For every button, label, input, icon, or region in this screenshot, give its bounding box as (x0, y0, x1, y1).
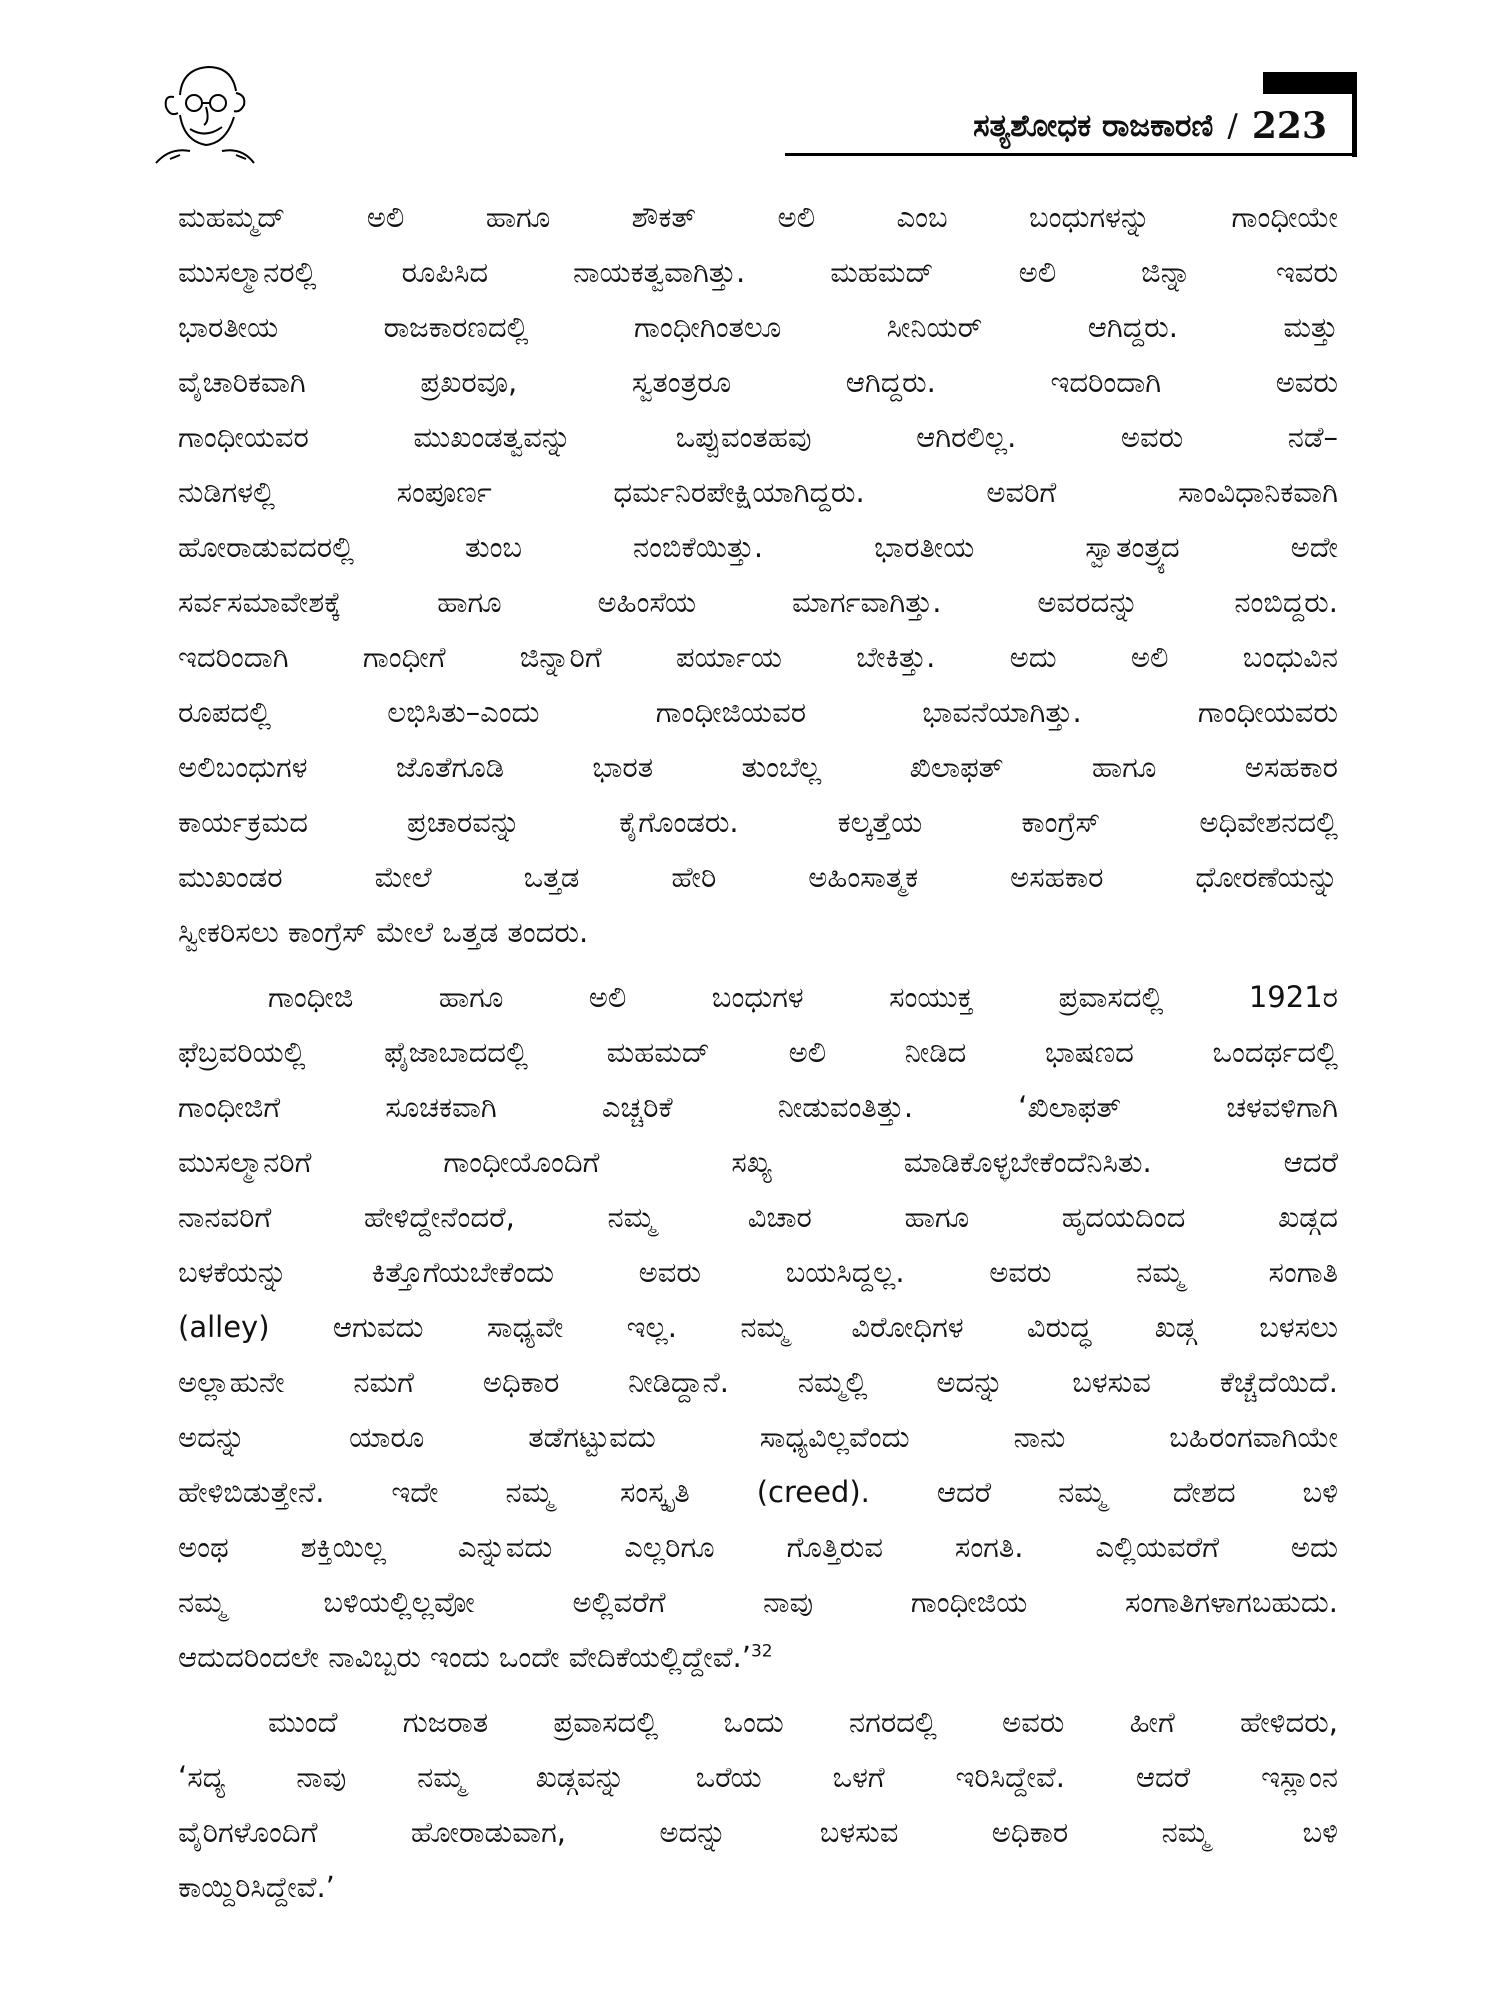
text-line: (alley) ಆಗುವದು ಸಾಧ್ಯವೇ ಇಲ್ಲ. ನಮ್ಮ ವಿರೋಧಿಗಳ ವಿರುದ್ಧ ಖಡ್ಗ ಬಳಸಲು (178, 1310, 1338, 1344)
text-line (178, 1630, 1338, 1685)
text-line: ಇದರಿಂದಾಗಿ ಗಾಂಧೀಗೆ ಜಿನ್ನಾರಿಗೆ ಪರ್ಯಾಯ ಬೇಕಿತ್ತು. ಅದು ಅಲಿ ಬಂಧುವಿನ (178, 640, 1338, 674)
footnote-marker: 32 (750, 1641, 773, 1662)
text-line: ಮಹಮ್ಮದ್ ಅಲಿ ಹಾಗೂ ಶೌಕತ್ ಅಲಿ ಎಂಬ ಬಂಧುಗಳನ್ನು ಗಾಂಧೀಯೇ (178, 200, 1338, 234)
text-line: ಅದನ್ನು ಯಾರೂ ತಡೆಗಟ್ಟುವದು ಸಾಧ್ಯವಿಲ್ಲವೆಂದು ನಾನು ಬಹಿರಂಗವಾಗಿಯೇ (178, 1420, 1338, 1454)
text-line: ನಮ್ಮ ಬಳಿಯಲ್ಲಿಲ್ಲವೋ ಅಲ್ಲಿವರೆಗೆ ನಾವು ಗಾಂಧೀಜಿಯ ಸಂಗಾತಿಗಳಾಗಬಹುದು. (178, 1585, 1338, 1619)
text-line: ಗಾಂಧೀಯವರ ಮುಖಂಡತ್ವವನ್ನು ಒಪ್ಪುವಂತಹವು ಆಗಿರಲಿಲ್ಲ. ಅವರು ನಡೆ– (178, 420, 1338, 454)
text-line: ಗಾಂಧೀಜಿಗೆ ಸೂಚಕವಾಗಿ ಎಚ್ಚರಿಕೆ ನೀಡುವಂತಿತ್ತು. ‘ಖಿಲಾಫತ್ ಚಳವಳಿಗಾಗಿ (178, 1090, 1338, 1124)
header-vertical-rule (1352, 72, 1357, 157)
text-line: ಅಲಿಬಂಧುಗಳ ಜೊತೆಗೂಡಿ ಭಾರತ ತುಂಬೆಲ್ಲ ಖಿಲಾಫತ್ ಹಾಗೂ ಅಸಹಕಾರ (178, 750, 1338, 784)
paragraph-2 (178, 970, 1338, 1685)
running-head-title: ಸತ್ಯಶೋಧಕ ರಾಜಕಾರಣಿ (973, 108, 1214, 144)
text-line: ಸ್ವೀಕರಿಸಲು ಕಾಂಗ್ರೆಸ್ ಮೇಲೆ ಒತ್ತಡ ತಂದರು. (178, 915, 589, 949)
text-line: ಮುಸಲ್ಮಾನರಲ್ಲಿ ರೂಪಿಸಿದ ನಾಯಕತ್ವವಾಗಿತ್ತು. ಮಹಮದ್ ಅಲಿ ಜಿನ್ನಾ ಇವರು (178, 255, 1338, 289)
text-line: ಕಾರ್ಯಕ್ರಮದ ಪ್ರಚಾರವನ್ನು ಕೈಗೊಂಡರು. ಕಲ್ಕತ್ತೆಯ ಕಾಂಗ್ರೆಸ್ ಅಧಿವೇಶನದಲ್ಲಿ (178, 805, 1338, 839)
text-line: ಫೆಬ್ರವರಿಯಲ್ಲಿ ಫೈಜಾಬಾದದಲ್ಲಿ ಮಹಮದ್ ಅಲಿ ನೀಡಿದ ಭಾಷಣದ ಒಂದರ್ಥದಲ್ಲಿ (178, 1035, 1338, 1069)
paragraph-3 (178, 1695, 1338, 1915)
text-line: ಹೇಳಿಬಿಡುತ್ತೇನೆ. ಇದೇ ನಮ್ಮ ಸಂಸ್ಕೃತಿ (creed). ಆದರೆ ನಮ್ಮ ದೇಶದ ಬಳಿ (178, 1475, 1338, 1509)
gandhi-portrait-icon (150, 55, 260, 165)
page-number: 223 (1251, 105, 1327, 147)
text-line: ಮುಂದೆ ಗುಜರಾತ ಪ್ರವಾಸದಲ್ಲಿ ಒಂದು ನಗರದಲ್ಲಿ ಅವರು ಹೀಗೆ ಹೇಳಿದರು, (268, 1705, 1338, 1739)
text-line-content: ಆದುದರಿಂದಲೇ ನಾವಿಬ್ಬರು ಇಂದು ಒಂದೇ ವೇದಿಕೆಯಲ್ಲಿದ್ದೇವೆ.’ (178, 1640, 751, 1674)
paragraph-1 (178, 190, 1338, 960)
text-line: ವೈಚಾರಿಕವಾಗಿ ಪ್ರಖರವೂ, ಸ್ವತಂತ್ರರೂ ಆಗಿದ್ದರು. ಇದರಿಂದಾಗಿ ಅವರು (178, 365, 1338, 399)
text-line: ನಾನವರಿಗೆ ಹೇಳಿದ್ದೇನೆಂದರೆ, ನಮ್ಮ ವಿಚಾರ ಹಾಗೂ ಹೃದಯದಿಂದ ಖಡ್ಗದ (178, 1200, 1338, 1234)
text-line: ಕಾಯ್ದಿರಿಸಿದ್ದೇವೆ.’ (178, 1870, 335, 1904)
text-line: ಸರ್ವಸಮಾವೇಶಕ್ಕೆ ಹಾಗೂ ಅಹಿಂಸೆಯ ಮಾರ್ಗವಾಗಿತ್ತು. ಅವರದನ್ನು ನಂಬಿದ್ದರು. (178, 585, 1338, 619)
text-line: ಅಂಥ ಶಕ್ತಿಯಿಲ್ಲ ಎನ್ನುವದು ಎಲ್ಲರಿಗೂ ಗೊತ್ತಿರುವ ಸಂಗತಿ. ಎಲ್ಲಿಯವರೆಗೆ ಅದು (178, 1530, 1338, 1564)
text-line: ರೂಪದಲ್ಲಿ ಲಭಿಸಿತು–ಎಂದು ಗಾಂಧೀಜಿಯವರ ಭಾವನೆಯಾಗಿತ್ತು. ಗಾಂಧೀಯವರು (178, 695, 1338, 729)
running-head (973, 96, 1335, 146)
header-tab-bar (1263, 72, 1353, 94)
body-text (178, 190, 1338, 1915)
text-line: ‘ಸದ್ಯ ನಾವು ನಮ್ಮ ಖಡ್ಗವನ್ನು ಒರೆಯ ಒಳಗೆ ಇರಿಸಿದ್ದೇವೆ. ಆದರೆ ಇಸ್ಲಾಂನ (178, 1760, 1338, 1794)
text-line: ಅಲ್ಲಾಹುನೇ ನಮಗೆ ಅಧಿಕಾರ ನೀಡಿದ್ದಾನೆ. ನಮ್ಮಲ್ಲಿ ಅದನ್ನು ಬಳಸುವ ಕೆಚ್ಚೆದೆಯಿದೆ. (178, 1365, 1338, 1399)
header-rule (785, 153, 1357, 156)
text-line: ಮುಖಂಡರ ಮೇಲೆ ಒತ್ತಡ ಹೇರಿ ಅಹಿಂಸಾತ್ಮಕ ಅಸಹಕಾರ ಧೋರಣೆಯನ್ನು (178, 860, 1338, 894)
text-line: ಬಳಕೆಯನ್ನು ಕಿತ್ತೊಗೆಯಬೇಕೆಂದು ಅವರು ಬಯಸಿದ್ದಲ್ಲ. ಅವರು ನಮ್ಮ ಸಂಗಾತಿ (178, 1255, 1338, 1289)
text-line: ಭಾರತೀಯ ರಾಜಕಾರಣದಲ್ಲಿ ಗಾಂಧೀಗಿಂತಲೂ ಸೀನಿಯರ್ ಆಗಿದ್ದರು. ಮತ್ತು (178, 310, 1338, 344)
text-line: ವೈರಿಗಳೊಂದಿಗೆ ಹೋರಾಡುವಾಗ, ಅದನ್ನು ಬಳಸುವ ಅಧಿಕಾರ ನಮ್ಮ ಬಳಿ (178, 1815, 1338, 1849)
text-line: ಮುಸಲ್ಮಾನರಿಗೆ ಗಾಂಧೀಯೊಂದಿಗೆ ಸಖ್ಯ ಮಾಡಿಕೊಳ್ಳಬೇಕೆಂದೆನಿಸಿತು. ಆದರೆ (178, 1145, 1338, 1179)
running-head-separator: / (1227, 108, 1238, 144)
text-line: ನುಡಿಗಳಲ್ಲಿ ಸಂಪೂರ್ಣ ಧರ್ಮನಿರಪೇಕ್ಷಿಯಾಗಿದ್ದರು. ಅವರಿಗೆ ಸಾಂವಿಧಾನಿಕವಾಗಿ (178, 475, 1338, 509)
text-line: ಗಾಂಧೀಜಿ ಹಾಗೂ ಅಲಿ ಬಂಧುಗಳ ಸಂಯುಕ್ತ ಪ್ರವಾಸದಲ್ಲಿ 1921ರ (268, 980, 1338, 1014)
text-line: ಹೋರಾಡುವದರಲ್ಲಿ ತುಂಬ ನಂಬಿಕೆಯಿತ್ತು. ಭಾರತೀಯ ಸ್ವಾತಂತ್ರ್ಯದ ಅದೇ (178, 530, 1338, 564)
